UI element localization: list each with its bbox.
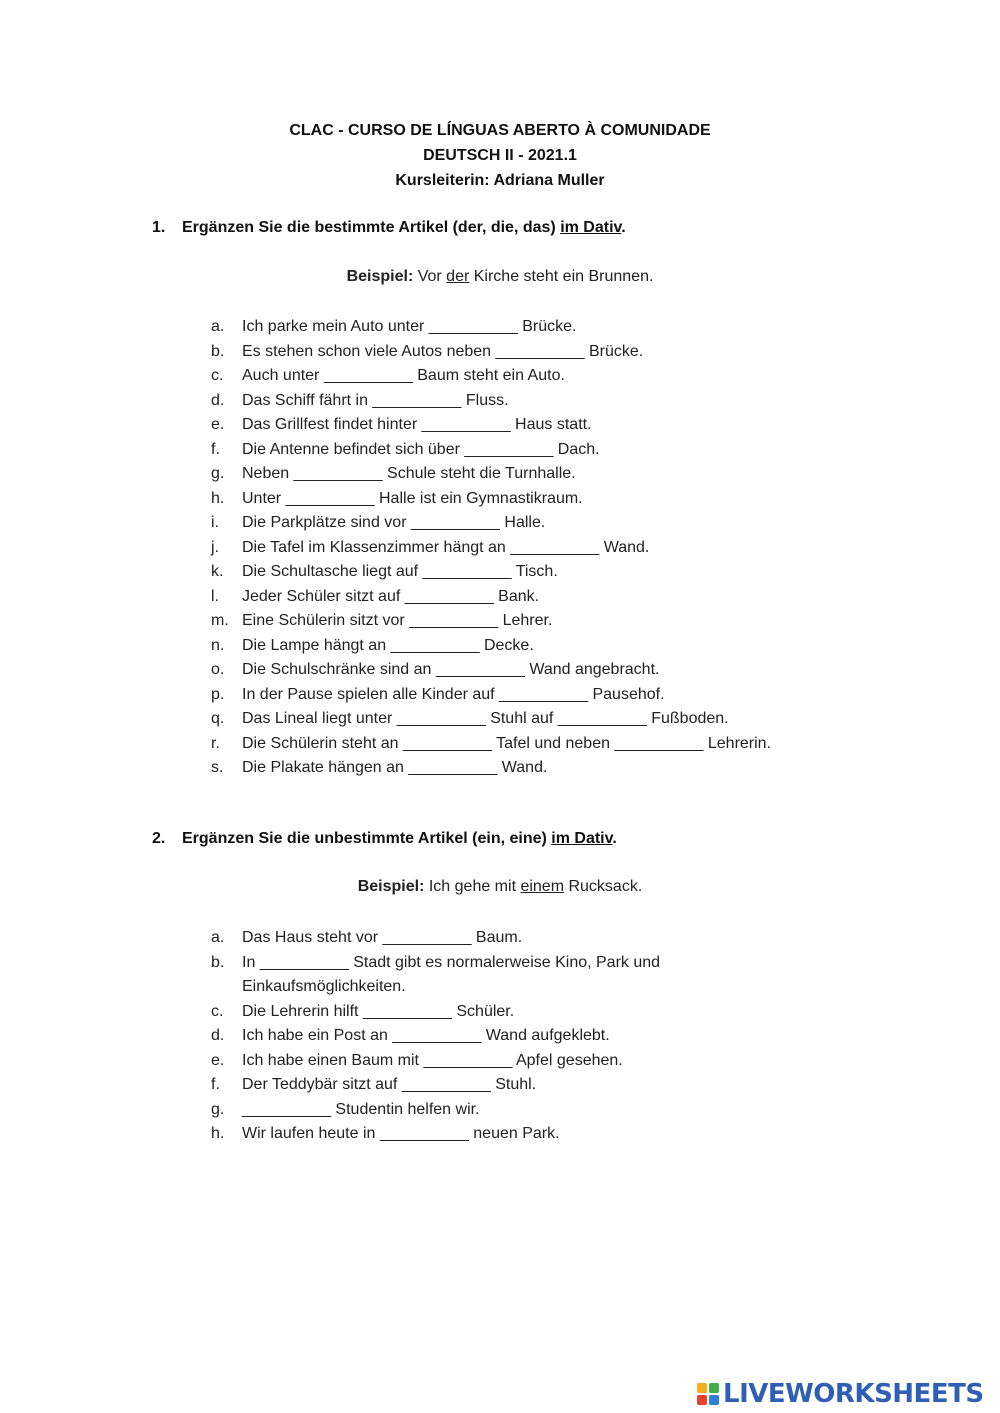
course-level: DEUTSCH II - 2021.1 xyxy=(423,147,577,164)
exercise-item-text: Eine Schülerin sitzt vor __________ Lehrer. xyxy=(242,612,553,629)
exercise-item-text: Auch unter __________ Baum steht ein Auto. xyxy=(242,367,565,384)
exercise-item-text: Die Lehrerin hilft __________ Schüler. xyxy=(242,1002,515,1020)
exercise-item xyxy=(211,1049,731,1074)
exercise-item-letter: c. xyxy=(211,367,224,384)
exercise-item-letter: s. xyxy=(211,759,224,776)
exercise-item xyxy=(211,634,911,659)
exercise-item xyxy=(211,462,911,487)
exercise-item xyxy=(211,926,731,951)
exercise-item-text: Ich habe ein Post an __________ Wand aufgeklebt. xyxy=(242,1027,610,1044)
exercise-item xyxy=(211,536,911,561)
exercise-item-letter: l. xyxy=(211,587,219,605)
exercise-item xyxy=(211,1000,731,1025)
exercise-item-letter: g. xyxy=(211,465,225,482)
exercise-item xyxy=(211,609,911,634)
exercise-item xyxy=(211,951,731,1000)
exercise-item-text: Es stehen schon viele Autos neben __________ Brücke. xyxy=(242,342,644,360)
exercise-item-text: Ich parke mein Auto unter __________ Brücke. xyxy=(242,318,577,335)
exercise-item-letter: c. xyxy=(211,1002,224,1020)
section-1-example: Beispiel: Vor der Kirche steht ein Brunnen. xyxy=(346,268,654,285)
exercise-item-letter: m. xyxy=(211,612,229,629)
logo-square xyxy=(697,1383,707,1393)
section-1-exercise-list xyxy=(211,315,911,781)
exercise-item xyxy=(211,756,911,781)
exercise-item-letter: e. xyxy=(211,416,225,433)
liveworksheets-logo-icon xyxy=(697,1383,719,1405)
exercise-item-text: Neben __________ Schule steht die Turnhalle. xyxy=(242,465,576,482)
exercise-item xyxy=(211,364,911,389)
exercise-item-letter: e. xyxy=(211,1051,225,1069)
exercise-item xyxy=(211,560,911,585)
exercise-item-letter: g. xyxy=(211,1100,225,1118)
exercise-item-text: Ich habe einen Baum mit __________ Apfel gesehen. xyxy=(242,1051,623,1069)
exercise-item-letter: i. xyxy=(211,514,219,531)
exercise-item xyxy=(211,487,911,512)
section-2-exercise-list xyxy=(211,926,731,1147)
exercise-item-letter: k. xyxy=(211,563,224,580)
liveworksheets-logo xyxy=(697,1379,984,1409)
exercise-item xyxy=(211,511,911,536)
exercise-item xyxy=(211,658,911,683)
exercise-item-text: Das Haus steht vor __________ Baum. xyxy=(242,929,523,946)
logo-square xyxy=(709,1383,719,1393)
exercise-item-letter: f. xyxy=(211,1076,220,1093)
exercise-item-text: Wir laufen heute in __________ neuen Park. xyxy=(242,1125,560,1142)
exercise-item-letter: f. xyxy=(211,440,220,458)
exercise-item-letter: n. xyxy=(211,636,225,654)
exercise-item-letter: q. xyxy=(211,710,225,727)
exercise-item-letter: h. xyxy=(211,1125,225,1142)
exercise-item xyxy=(211,389,911,414)
section-2-example: Beispiel: Ich gehe mit einem Rucksack. xyxy=(357,878,643,895)
exercise-item-letter: b. xyxy=(211,342,225,360)
exercise-item-text: Die Schulschränke sind an __________ Wand angebracht. xyxy=(242,661,660,678)
exercise-item xyxy=(211,438,911,463)
exercise-item-text: Unter __________ Halle ist ein Gymnastikraum. xyxy=(242,489,583,507)
exercise-item-text: Die Antenne befindet sich über __________ Dach. xyxy=(242,440,600,458)
logo-square xyxy=(697,1395,707,1405)
exercise-item xyxy=(211,1122,731,1147)
exercise-item-text: Das Schiff fährt in __________ Fluss. xyxy=(242,391,509,409)
exercise-item-text: Der Teddybär sitzt auf __________ Stuhl. xyxy=(242,1076,537,1093)
exercise-item-letter: b. xyxy=(211,953,225,971)
exercise-item-text: In __________ Stadt gibt es normalerweise Kino, Park und Einkaufsmöglichkeiten. xyxy=(242,953,661,995)
exercise-item-letter: a. xyxy=(211,318,225,335)
document-header xyxy=(0,118,1000,193)
exercise-item-text: In der Pause spielen alle Kinder auf __________ Pausehof. xyxy=(242,685,665,703)
section-1-title: 1. Ergänzen Sie die bestimmte Artikel (der, die, das) im Dativ. xyxy=(152,219,626,236)
exercise-item xyxy=(211,340,911,365)
exercise-item-letter: j. xyxy=(211,538,219,556)
exercise-item-letter: h. xyxy=(211,489,225,507)
exercise-item-letter: p. xyxy=(211,685,225,703)
exercise-item xyxy=(211,413,911,438)
exercise-item xyxy=(211,1098,731,1123)
section-2-title: 2. Ergänzen Sie die unbestimmte Artikel (ein, eine) im Dativ. xyxy=(152,830,617,847)
exercise-item-text: Die Parkplätze sind vor __________ Halle. xyxy=(242,514,546,531)
exercise-item xyxy=(211,1073,731,1098)
liveworksheets-logo-text: LIVEWORKSHEETS xyxy=(723,1379,984,1409)
exercise-item xyxy=(211,315,911,340)
exercise-item-text: __________ Studentin helfen wir. xyxy=(242,1100,480,1118)
exercise-item-text: Die Tafel im Klassenzimmer hängt an __________ Wand. xyxy=(242,538,650,556)
exercise-item-letter: o. xyxy=(211,661,225,678)
exercise-item-letter: r. xyxy=(211,734,220,752)
exercise-item xyxy=(211,683,911,708)
exercise-item-text: Das Lineal liegt unter __________ Stuhl auf __________ Fußboden. xyxy=(242,710,729,727)
exercise-item-text: Die Schultasche liegt auf __________ Tisch. xyxy=(242,563,558,580)
exercise-item xyxy=(211,732,911,757)
logo-square xyxy=(709,1395,719,1405)
exercise-item-text: Die Lampe hängt an __________ Decke. xyxy=(242,636,534,654)
instructor-name: Kursleiterin: Adriana Muller xyxy=(395,172,605,189)
exercise-item-letter: a. xyxy=(211,929,225,946)
exercise-item-text: Die Plakate hängen an __________ Wand. xyxy=(242,759,548,776)
exercise-item-text: Die Schülerin steht an __________ Tafel und neben __________ Lehrerin. xyxy=(242,734,772,752)
exercise-item xyxy=(211,585,911,610)
exercise-item-text: Das Grillfest findet hinter __________ Haus statt. xyxy=(242,416,592,433)
exercise-item-text: Jeder Schüler sitzt auf __________ Bank. xyxy=(242,587,540,605)
exercise-item-letter: d. xyxy=(211,1027,225,1044)
course-title: CLAC - CURSO DE LÍNGUAS ABERTO À COMUNIDADE xyxy=(289,122,711,139)
exercise-item xyxy=(211,1024,731,1049)
exercise-item xyxy=(211,707,911,732)
exercise-item-letter: d. xyxy=(211,391,225,409)
